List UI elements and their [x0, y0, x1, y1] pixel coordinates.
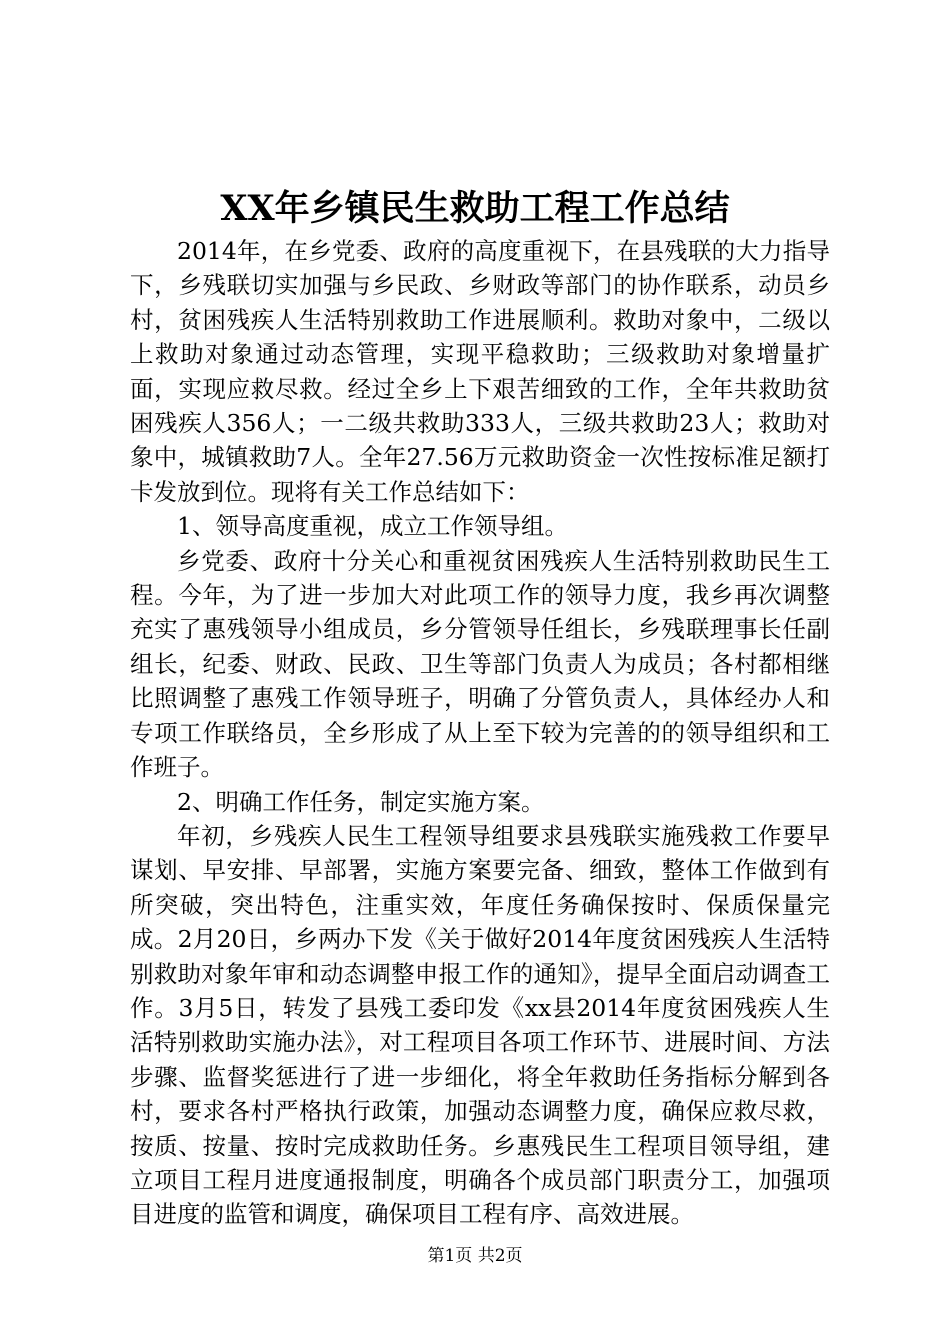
page-footer: 第1页 共2页 [427, 1246, 523, 1266]
document-title: XX年乡镇民生救助工程工作总结 [220, 188, 730, 229]
section-paragraph-2: 年初，乡残疾人民生工程领导组要求县残联实施残救工作要早谋划、早安排、早部署，实施方案要完备、细致，整体工作做到有所突破，突出特色，注重实效，年度任务确保按时、保质保量完成。2月20日，乡两办下发《关于做好2014年度贫困残疾人生活特别救助对象年审和动态调整申报工作的通知》，提早全面启动调查工作。3月5日，转发了县残工委印发《xx县2014年度贫困残疾人生活特别救助实施办法》，对工程项目各项工作环节、进展时间、方法步骤、监督奖惩进行了进一步细化，将全年救助任务指标分解到各村，要求各村严格执行政策，加强动态调整力度，确保应救尽救，按质、按量、按时完成救助任务。乡惠残民生工程项目领导组，建立项目工程月进度通报制度，明确各个成员部门职责分工，加强项目进度的监管和调度，确保项目工程有序、高效进展。 [130, 821, 830, 1229]
section-paragraph-1: 乡党委、政府十分关心和重视贫困残疾人生活特别救助民生工程。今年，为了进一步加大对此项工作的领导力度，我乡再次调整充实了惠残领导小组成员，乡分管领导任组长，乡残联理事长任副组长，纪委、财政、民政、卫生等部门负责人为成员；各村都相继比照调整了惠残工作领导班子，明确了分管负责人，具体经办人和专项工作联络员，全乡形成了从上至下较为完善的的领导组织和工作班子。 [130, 546, 830, 782]
intro-paragraph: 2014年，在乡党委、政府的高度重视下，在县残联的大力指导下，乡残联切实加强与乡民政、乡财政等部门的协作联系，动员乡村，贫困残疾人生活特别救助工作进展顺利。救助对象中，二级以上救助对象通过动态管理，实现平稳救助；三级救助对象增量扩面，实现应救尽救。经过全乡上下艰苦细致的工作，全年共救助贫困残疾人356人；一二级共救助333人，三级共救助23人；救助对象中，城镇救助7人。全年27.56万元救助资金一次性按标准足额打卡发放到位。现将有关工作总结如下： [130, 237, 830, 506]
section-heading-2: 2、明确工作任务，制定实施方案。 [177, 787, 545, 816]
document-body [130, 234, 830, 1232]
section-heading-1: 1、领导高度重视，成立工作领导组。 [177, 512, 568, 541]
